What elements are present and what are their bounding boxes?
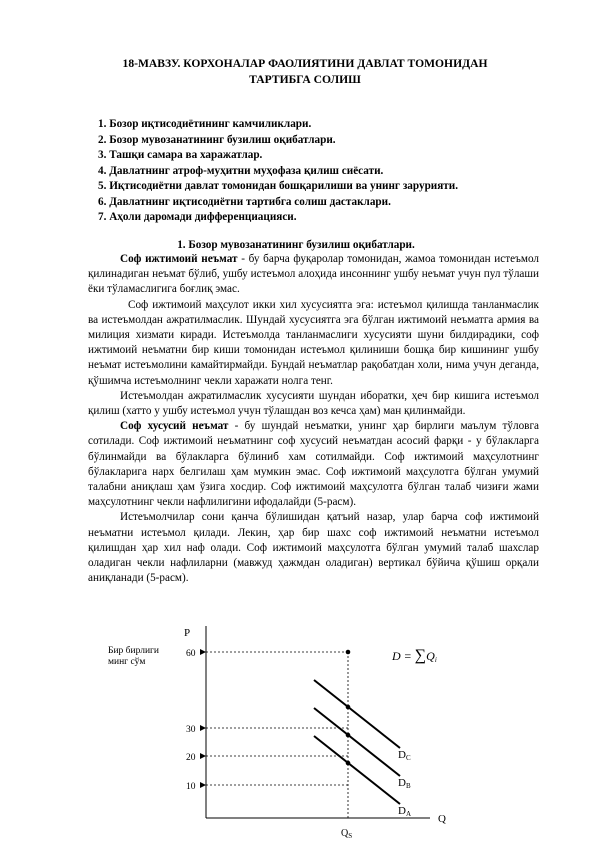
- curve-label-db: DB: [398, 777, 411, 790]
- outline-item: 7. Аҳоли даромади дифференциацияси.: [98, 211, 297, 223]
- term: Соф хусусий неъмат: [120, 420, 229, 433]
- outline-item: 6. Давлатнинг иқтисодиётни тартибга солиш дастаклари.: [98, 195, 391, 208]
- outline-item: 4. Давлатнинг атроф-муҳитни муҳофаза қилиш сиёсати.: [98, 164, 384, 177]
- y-tick-label: 60: [186, 649, 196, 659]
- y-axis-label: P: [184, 627, 191, 639]
- outline-item: 5. Иқтисодиётни давлат томонидан бошқарилиши ва унинг зарурияти.: [98, 180, 459, 192]
- paragraph-text: - бу шундай неъматки, унинг ҳар бирлиги маълум тўловга сотилади. Соф ижтимоий неъматнинг соф хусусий неъматдан асосий фарқи - у бўлакларга бўлинмайди ва бўлакларга бўлиниб хам сотилмайди. Соф ижтимоий маҳсулотнинг бўлакларига нарх белгилаш ҳам мумкин эмас. Соф ижтимоий маҳсулотга бўлган умумий талабни аниқлаш ҳам ўзига хосдир. Соф ижтимоий маҳсулотга бўлган талаб чизиғи жами маҳсулотнинг чекли нафлилигини ифодалайди (5-расм).: [88, 420, 539, 509]
- y-tick-label: 20: [186, 753, 196, 763]
- demand-formula: D = ∑Qi: [392, 647, 437, 664]
- tick-arrow: [200, 649, 206, 655]
- page-title: [70, 56, 540, 88]
- paragraph: [88, 252, 539, 298]
- topic-outline: [98, 117, 538, 226]
- demand-chart-svg: [100, 618, 460, 842]
- paragraph: [88, 419, 539, 510]
- outline-item: 3. Ташқи самара ва харажатлар.: [98, 149, 263, 161]
- outline-item: 2. Бозор мувозанатининг бузилиш оқибатлари.: [98, 133, 336, 146]
- tick-arrow: [200, 725, 206, 731]
- unit-label-line-1: Бир бирлиги: [108, 646, 160, 656]
- section-heading: 1. Бозор мувозанатининг бузилиш оқибатлари.: [177, 239, 415, 251]
- demand-curve-b: [314, 708, 400, 776]
- paragraph: Соф ижтимоий маҳсулот икки хил хусусиятга эга: истеъмол қилишда танланмаслик ва истеъмолдан ажратилмаслик. Шундай хусусиятга эга бўлган ижтимоий неъматга армия ва милиция хизмати киради. Истеъмолда танланмаслиги хусусияти шуни билдирадики, соф ижтимоий неъматни бир киши томонидан истеъмол қилиниши бошқа бир кишининг ушбу неъмат истеъмолини камайтирмайди. Бундай неъматлар рақобатдан холи, нима учун деганда, қўшимча истеъмолнинг чекли харажати нолга тенг.: [88, 298, 539, 387]
- demand-curve-a: [314, 736, 400, 804]
- curve-label-dc: DC: [398, 749, 411, 762]
- point-d-total: [346, 650, 351, 655]
- paragraph: Истеъмолчилар сони қанча бўлишидан қатъий назар, улар барча соф ижтимоий неъматни истеъмол қилади. Лекин, ҳар бир шахс соф ижтимоий неъматни истеъмол қилишдан ҳар хил наф олади. Соф ижтимоий маҳсулотга бўлган умумий талаб шахслар оладиган чекли нафлиларни (мавжуд ҳажмдан оладиган) вертикал бўйича қўшиш орқали аниқланади (5-расм).: [88, 511, 539, 585]
- point-dc: [346, 705, 351, 710]
- point-db: [346, 733, 351, 738]
- x-axis-label: Q: [438, 813, 446, 825]
- unit-label-line-2: минг сўм: [108, 657, 146, 667]
- curve-label-da: DA: [398, 805, 412, 818]
- y-tick-label: 30: [186, 725, 196, 735]
- paragraph-text: - бу барча фуқаролар томонидан, жамоа томонидан истеъмол қилинадиган неъмат бўлиб, ушбу истеъмол алоҳида инсоннинг ушбу неъмат учун пул тўлаши ёки тўламаслигига боғлиқ эмас.: [88, 253, 539, 296]
- title-line-1: 18-МАВЗУ. КОРХОНАЛАР ФАОЛИЯТИНИ ДАВЛАТ ТОМОНИДАН: [122, 57, 488, 70]
- y-tick-label: 10: [186, 782, 196, 792]
- demand-curve-c: [314, 680, 400, 748]
- point-da: [346, 761, 351, 766]
- demand-chart: [100, 618, 460, 847]
- paragraph: Истеъмолдан ажратилмаслик хусусияти шундан иборатки, ҳеч бир кишига истеъмол қилиш (хатто у ушбу истеъмол учун тўлашдан воз кечса ҳам) ман қилинмайди.: [88, 389, 539, 418]
- tick-arrow: [200, 782, 206, 788]
- outline-item: 1. Бозор иқтисодиётининг камчиликлари.: [98, 118, 312, 130]
- x-tick-label-qs: $Q_S$: [341, 828, 353, 840]
- body-text: [88, 252, 539, 586]
- tick-arrow: [200, 753, 206, 759]
- title-line-2: ТАРТИБГА СОЛИШ: [249, 73, 361, 86]
- term: Соф ижтимоий неъмат: [120, 253, 238, 265]
